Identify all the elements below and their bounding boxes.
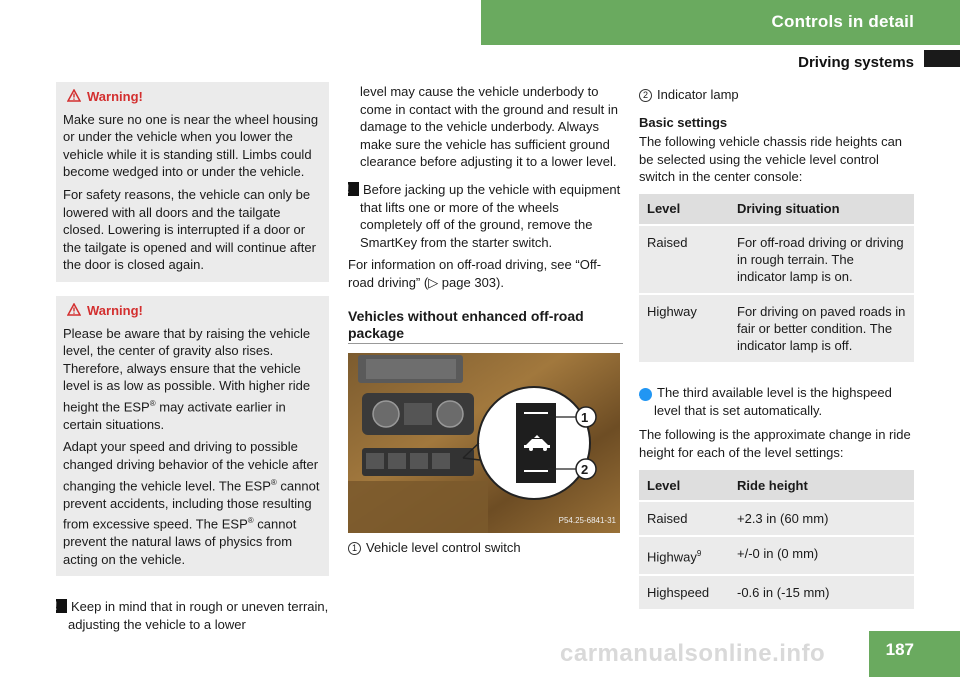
table-row (639, 294, 914, 363)
note-paragraph: ! Keep in mind that in rough or uneven terrain, adjusting the vehicle to a lower (53, 599, 329, 632)
offroad-reference: For information on off-road driving, see “Off-road driving” (▷ page 303). (348, 257, 602, 290)
table-cell: Highspeed (639, 575, 729, 610)
basic-settings-text: The following vehicle chassis ride heights can be selected using the vehicle level control switch in the center console: (639, 134, 903, 185)
ride-height-table (639, 470, 914, 610)
table-cell: -0.6 in (-15 mm) (729, 575, 914, 610)
info-icon: i (639, 388, 652, 401)
warning-triangle-icon (67, 89, 81, 102)
table-header-cell: Ride height (729, 470, 914, 501)
table-row (639, 501, 914, 536)
table-cell: +2.3 in (60 mm) (729, 501, 914, 536)
page-number-box (869, 631, 960, 677)
level-situation-table (639, 194, 914, 364)
exclamation-icon: ! (348, 182, 359, 196)
table-cell: For off-road driving or driving in rough terrain. The indicator lamp is on. (729, 225, 914, 294)
warning-triangle-icon (67, 303, 81, 316)
left-column (53, 82, 329, 633)
callout-1: 1 (581, 409, 589, 425)
section-heading: Vehicles without enhanced off-road package (348, 308, 623, 344)
middle-column (345, 82, 623, 556)
table-row (639, 225, 914, 294)
basic-settings-title: Basic settings (639, 114, 728, 130)
footnote-mark: 9 (696, 549, 702, 559)
number-2-icon: 2 (639, 89, 652, 102)
caption-1: 1 Vehicle level control switch (348, 539, 623, 557)
warning-title: Warning! (87, 302, 323, 320)
table-header-cell: Level (639, 194, 729, 225)
warning-text: For safety reasons, the vehicle can only be lowered with all doors and the tailgate closed. Lowering is interrupted if a door or the tailgate is opened and will continue after the door is closed again. (63, 186, 316, 273)
caption-2: 2 Indicator lamp (639, 86, 915, 104)
exclamation-icon: ! (56, 599, 67, 613)
table-cell: Highway$^9$ (639, 536, 729, 574)
number-1-icon: 1 (348, 542, 361, 555)
table-header-row (639, 194, 914, 225)
info-paragraph: i The third available level is the highspeed level that is set automatically. (636, 384, 892, 418)
table-header-cell: Level (639, 470, 729, 501)
table-cell: Raised (639, 501, 729, 536)
page-number: 187 (885, 640, 914, 659)
table-row (639, 575, 914, 610)
callout-2: 2 (581, 461, 589, 477)
table-header-row (639, 470, 914, 501)
watermark: carmanualsonline.info (560, 640, 826, 667)
warning-box-1 (56, 82, 329, 282)
warning-box-2 (56, 296, 329, 576)
header-tab-marker (924, 50, 960, 67)
subsection-title: Driving systems (798, 54, 914, 71)
warning-title: Warning! (87, 88, 323, 106)
table-cell: Raised (639, 225, 729, 294)
table-cell: Highway (639, 294, 729, 363)
table-cell: +/-0 in (0 mm) (729, 536, 914, 574)
warning-text: Make sure no one is near the wheel housing or under the vehicle when you lower the vehicle while it is standing still. Limbs could become wedged into or under the vehicle. (63, 111, 319, 180)
section-title: Controls in detail (771, 12, 914, 31)
table-row (639, 536, 914, 574)
console-photo (348, 353, 620, 533)
table-header-cell: Driving situation (729, 194, 914, 225)
table-cell: For driving on paved roads in fair or better condition. The indicator lamp is off. (729, 294, 914, 363)
note-continuation: level may cause the vehicle underbody to come in contact with the ground and result in damage to the vehicle underbody. Always make sure the vehicle has sufficient ground clearance before adjusting it to a lower level. (360, 84, 618, 170)
approx-text: The following is the approximate change in ride height for each of the level settings: (639, 427, 911, 460)
warning-text: Please be aware that by raising the vehicle level, the center of gravity also rises. Therefore, always ensure that the vehicle level is as low as possible. With higher ride height the ESP® may activate earlier in certain situations. (63, 325, 311, 432)
note-paragraph: ! Before jacking up the vehicle with equipment that lifts one or more of the wheels completely off of the ground, remove the SmartKey from the starter switch. (345, 181, 621, 250)
console-photo-illustration (348, 353, 620, 533)
warning-text: Adapt your speed and driving to possible changed driving behavior of the vehicle after changing the vehicle level. The ESP® cannot prevent accidents, including those resulting from excessive speed. The ESP® cannot prevent the natural laws of physics from acting on the vehicle. (63, 439, 320, 567)
image-code: P54.25-6841-31 (558, 515, 616, 525)
right-column (636, 86, 915, 611)
